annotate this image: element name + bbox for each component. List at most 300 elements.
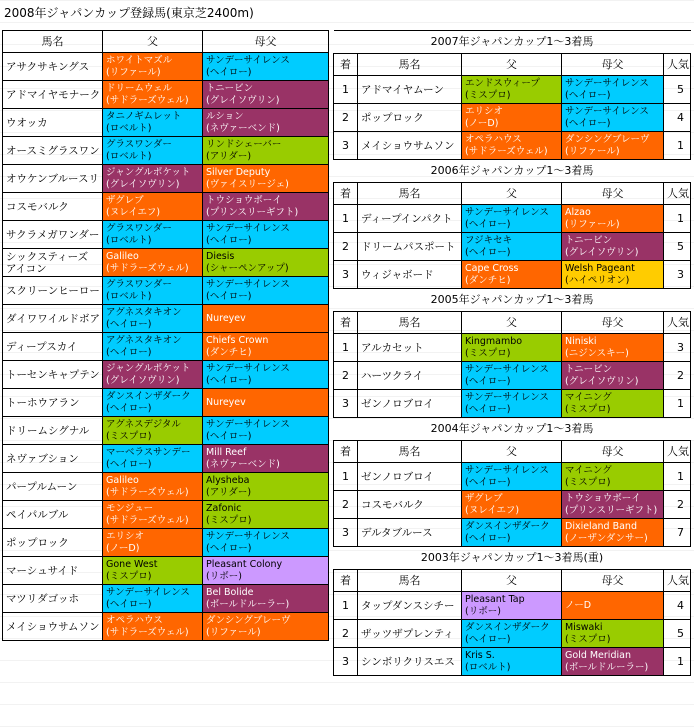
sire-cell-text: マーベラスサンデー <box>106 446 191 458</box>
header-damsire <box>562 54 664 76</box>
header-name <box>358 570 462 592</box>
sire-cell-text: (リファール) <box>106 66 161 78</box>
horse-name-text: スクリーンヒーロー <box>6 284 100 297</box>
popularity-cell <box>664 205 691 233</box>
header-damsire-text: 母父 <box>601 315 624 329</box>
header-damsire <box>562 441 664 463</box>
sire-cell <box>462 519 562 547</box>
damsire-cell-text: Pleasant Colony <box>206 558 283 570</box>
table-row <box>3 109 329 137</box>
sire-cell <box>103 249 203 277</box>
rank-cell-text: 3 <box>342 138 349 152</box>
horse-name-text: ポップロック <box>361 111 424 124</box>
damsire-cell-text: (ヘイロー) <box>206 542 252 554</box>
sire-cell-text: (ロベルト) <box>106 290 152 302</box>
sire-cell-text: エンドスウィープ <box>465 77 540 89</box>
horse-name <box>3 249 103 277</box>
section-title-text: 2003年ジャパンカップ1〜3着馬(重) <box>420 551 604 564</box>
sire-cell <box>462 132 562 160</box>
sire-cell <box>103 109 203 137</box>
header-sire-text: 父 <box>506 57 517 71</box>
damsire-cell <box>203 277 329 305</box>
table-row <box>3 389 329 417</box>
horse-name <box>3 557 103 585</box>
sire-cell-text: (ヘイロー) <box>465 403 511 415</box>
header-sire-text: 父 <box>506 186 517 200</box>
damsire-cell <box>203 529 329 557</box>
rank-cell-text: 3 <box>342 525 349 539</box>
damsire-cell-text: ダンシングブレーヴ <box>206 614 291 626</box>
table-row <box>3 361 329 389</box>
rank-cell-text: 2 <box>342 368 349 382</box>
damsire-cell-text: (グレイソヴリン) <box>565 375 639 387</box>
horse-name-text: タップダンスシチー <box>361 599 455 612</box>
popularity-cell-text: 4 <box>677 110 684 124</box>
horse-name <box>3 361 103 389</box>
damsire-cell <box>203 81 329 109</box>
header-rank <box>334 183 358 205</box>
header-sire <box>462 54 562 76</box>
popularity-cell-text: 3 <box>677 340 684 354</box>
horse-name-text: オウケンブルースリ <box>6 172 100 185</box>
horse-name-text: シックスティーズ <box>6 250 89 263</box>
popularity-cell-text: 4 <box>677 598 684 612</box>
popularity-cell-text: 2 <box>677 497 684 511</box>
damsire-cell-text: (ボールドルーラー) <box>206 598 290 610</box>
header-popularity <box>664 54 691 76</box>
rank-cell <box>334 390 358 418</box>
damsire-cell-text: トウショウボーイ <box>206 194 282 206</box>
horse-name-text: ザッツザプレンティ <box>361 627 454 640</box>
popularity-cell <box>664 390 691 418</box>
header-name-text: 馬名 <box>398 444 421 458</box>
sire-cell-text: (ヘイロー) <box>106 458 152 470</box>
popularity-cell <box>664 648 691 676</box>
sire-cell-text: サンデーサイレンス <box>465 391 549 403</box>
rank-cell-text: 3 <box>342 396 349 410</box>
horse-name <box>358 463 462 491</box>
horse-name <box>3 585 103 613</box>
damsire-cell-text: (ヘイロー) <box>206 234 252 246</box>
horse-name-text: ネヴァブション <box>6 452 79 465</box>
header-popularity-text: 人気 <box>667 573 689 587</box>
sire-cell-text: アグネスタキオン <box>106 306 182 318</box>
sire-cell <box>462 233 562 261</box>
damsire-cell-text: マイニング <box>565 391 612 403</box>
horse-name-text: コスモバルク <box>361 498 424 511</box>
header-damsire <box>562 570 664 592</box>
damsire-cell <box>203 361 329 389</box>
damsire-cell-text: (ネヴァーベンド) <box>206 122 280 134</box>
sire-cell <box>462 104 562 132</box>
popularity-cell-text: 1 <box>677 396 684 410</box>
sire-cell-text: サンデーサイレンス <box>465 206 549 218</box>
popularity-cell <box>664 592 691 620</box>
damsire-cell-text: ルション <box>206 110 244 122</box>
sire-cell-text: ダンスインザダーク <box>106 390 191 402</box>
header-sire <box>103 31 203 53</box>
header-row <box>334 54 691 76</box>
horse-name <box>3 333 103 361</box>
damsire-cell-text: (ヘイロー) <box>206 430 252 442</box>
header-row <box>334 312 691 334</box>
damsire-cell <box>562 104 664 132</box>
sire-cell-text: (ミスプロ) <box>465 89 511 101</box>
horse-name <box>3 389 103 417</box>
damsire-cell-text: トウショウボーイ <box>565 492 641 504</box>
rank-cell-text: 2 <box>342 497 349 511</box>
table-row <box>334 132 691 160</box>
rank-cell-text: 3 <box>342 267 349 281</box>
damsire-cell-text: Niniski <box>565 335 597 347</box>
header-name <box>358 312 462 334</box>
header-popularity-text: 人気 <box>667 186 689 200</box>
damsire-cell-text: Mill Reef <box>206 446 247 458</box>
damsire-cell-text: (ミスプロ) <box>565 633 611 645</box>
damsire-cell-text: (プリンスリーギフト) <box>565 504 658 516</box>
header-damsire <box>562 312 664 334</box>
table-row <box>3 221 329 249</box>
header-name <box>358 54 462 76</box>
damsire-cell-text: (ニジンスキー) <box>565 347 629 359</box>
header-sire <box>462 183 562 205</box>
table-row <box>3 613 329 641</box>
sire-cell <box>103 333 203 361</box>
sire-cell <box>103 277 203 305</box>
sire-cell <box>462 491 562 519</box>
sire-cell <box>103 53 203 81</box>
damsire-cell-text: (リファール) <box>565 145 620 157</box>
header-name <box>358 183 462 205</box>
sire-cell-text: ホワイトマズル <box>106 54 173 66</box>
rank-cell <box>334 519 358 547</box>
sire-cell-text: フジキセキ <box>465 234 513 246</box>
section-title-row <box>334 547 691 570</box>
sire-cell-text: (ヘイロー) <box>465 246 511 258</box>
table-row <box>3 333 329 361</box>
damsire-cell-text: Welsh Pageant <box>565 262 635 274</box>
damsire-cell <box>562 519 664 547</box>
sire-cell-text: (ヘイロー) <box>465 375 511 387</box>
header-rank <box>334 570 358 592</box>
rank-cell-text: 2 <box>342 110 349 124</box>
damsire-cell <box>562 76 664 104</box>
sire-cell-text: Pleasant Tap <box>465 593 525 605</box>
damsire-cell-text: ダンシングブレーヴ <box>565 133 650 145</box>
table-row <box>334 648 691 676</box>
sire-cell <box>103 305 203 333</box>
horse-name-text: ポップロック <box>6 536 69 549</box>
header-rank-text: 着 <box>340 186 351 200</box>
popularity-cell <box>664 491 691 519</box>
horse-name-text: ドリームシグナル <box>6 424 90 437</box>
sire-cell-text: エリシオ <box>106 530 145 542</box>
damsire-cell <box>203 445 329 473</box>
table-row <box>3 249 329 277</box>
sire-cell-text: (ヘイロー) <box>106 318 152 330</box>
damsire-cell-text: サンデーサイレンス <box>206 418 290 430</box>
rank-cell <box>334 648 358 676</box>
table-row <box>3 417 329 445</box>
horse-name-text: ディープスカイ <box>6 340 78 353</box>
horse-name-text: メイショウサムソン <box>6 620 100 633</box>
header-rank-text: 着 <box>340 444 351 458</box>
sire-cell <box>103 557 203 585</box>
table-row <box>3 501 329 529</box>
sire-cell-text: (サドラーズウェル) <box>106 514 189 526</box>
sire-cell <box>103 613 203 641</box>
popularity-cell-text: 1 <box>677 469 684 483</box>
damsire-cell-text: サンデーサイレンス <box>565 105 649 117</box>
horse-name <box>358 76 462 104</box>
header-damsire <box>562 183 664 205</box>
horse-name-text: マーシュサイド <box>6 564 79 577</box>
sire-cell-text: ドリームウェル <box>106 82 173 94</box>
header-row <box>334 183 691 205</box>
sire-cell-text: (ヘイロー) <box>106 402 152 414</box>
sire-cell <box>103 165 203 193</box>
popularity-cell <box>664 620 691 648</box>
horse-name <box>358 104 462 132</box>
sire-cell-text: ダンスインザダーク <box>465 520 550 532</box>
sire-cell <box>462 592 562 620</box>
damsire-cell-text: (ダンチヒ) <box>206 346 252 358</box>
horse-name-text: ウィジャボード <box>361 268 434 281</box>
header-row <box>334 441 691 463</box>
header-damsire <box>203 31 329 53</box>
damsire-cell <box>203 417 329 445</box>
sire-cell-text: (ノーD) <box>465 117 499 129</box>
table-row <box>3 277 329 305</box>
sire-cell <box>462 620 562 648</box>
damsire-cell-text: Alzao <box>565 206 591 218</box>
damsire-cell-text: サンデーサイレンス <box>206 362 290 374</box>
rank-cell <box>334 205 358 233</box>
horse-name <box>3 221 103 249</box>
damsire-cell-text: (ボールドルーラー) <box>565 661 649 673</box>
horse-name <box>3 277 103 305</box>
damsire-cell-text: Silver Deputy <box>206 166 271 178</box>
damsire-cell-text: Zafonic <box>206 502 242 514</box>
sire-cell <box>103 473 203 501</box>
horse-name-text: コスモバルク <box>6 200 69 213</box>
damsire-cell <box>203 333 329 361</box>
damsire-cell-text: (ヘイロー) <box>565 89 611 101</box>
horse-name-text: ディープインパクト <box>361 212 453 225</box>
sire-cell-text: Kingmambo <box>465 335 523 347</box>
horse-name-text: トーホウアラン <box>6 396 80 409</box>
popularity-cell <box>664 362 691 390</box>
header-name-text: 馬名 <box>398 315 421 329</box>
rank-cell-text: 1 <box>342 82 349 96</box>
sire-cell <box>103 137 203 165</box>
table-row <box>334 491 691 519</box>
header-sire-text: 父 <box>506 573 517 587</box>
table-row <box>3 81 329 109</box>
header-popularity <box>664 312 691 334</box>
sire-cell-text: (ヘイロー) <box>465 218 511 230</box>
damsire-cell <box>562 334 664 362</box>
sire-cell <box>462 463 562 491</box>
table-row <box>3 445 329 473</box>
damsire-cell <box>562 205 664 233</box>
horse-name <box>3 473 103 501</box>
section-title-row <box>334 160 691 183</box>
damsire-cell-text: (アリダー) <box>206 486 252 498</box>
horse-name-text: ゼンノロブロイ <box>361 397 434 410</box>
header-rank <box>334 54 358 76</box>
damsire-cell <box>562 491 664 519</box>
damsire-cell-text: (リファール) <box>565 218 620 230</box>
damsire-cell <box>203 193 329 221</box>
damsire-cell-text: サンデーサイレンス <box>206 222 290 234</box>
damsire-cell-text: リンドシェーバー <box>206 138 282 150</box>
header-name-text: 馬名 <box>398 573 421 587</box>
sire-cell-text: (ヌレイエフ) <box>465 504 520 516</box>
horse-name <box>358 334 462 362</box>
damsire-cell <box>203 585 329 613</box>
damsire-cell-text: (ノーザンダンサー) <box>565 532 648 544</box>
damsire-cell-text: ノーD <box>565 599 592 611</box>
damsire-cell-text: マイニング <box>565 464 612 476</box>
table-row <box>3 585 329 613</box>
rank-cell <box>334 334 358 362</box>
table-row <box>3 193 329 221</box>
rank-cell-text: 1 <box>342 211 349 225</box>
rank-cell <box>334 233 358 261</box>
header-damsire-text: 母父 <box>254 34 277 48</box>
table-row <box>3 137 329 165</box>
sire-cell-text: (グレイソヴリン) <box>106 374 180 386</box>
sire-cell <box>103 445 203 473</box>
table-row <box>3 53 329 81</box>
damsire-cell-text: Dixieland Band <box>565 520 637 532</box>
rank-cell <box>334 463 358 491</box>
rank-cell <box>334 76 358 104</box>
header-popularity-text: 人気 <box>667 444 689 458</box>
horse-name <box>358 233 462 261</box>
damsire-cell <box>203 305 329 333</box>
section-title-row <box>334 31 691 54</box>
sire-cell-text: サンデーサイレンス <box>465 464 549 476</box>
sire-cell-text: サンデーサイレンス <box>465 363 549 375</box>
damsire-cell <box>203 109 329 137</box>
rank-cell-text: 1 <box>342 340 349 354</box>
horse-name-text: ウオッカ <box>6 116 48 129</box>
header-rank <box>334 312 358 334</box>
horse-name <box>3 109 103 137</box>
damsire-cell-text: Nureyev <box>206 312 246 324</box>
horse-name <box>358 491 462 519</box>
horse-name <box>358 648 462 676</box>
horse-name-text: アサクサキングス <box>6 60 90 73</box>
damsire-cell-text: (グレイソヴリン) <box>206 94 280 106</box>
rank-cell <box>334 592 358 620</box>
sire-cell-text: サンデーサイレンス <box>106 586 190 598</box>
header-rank <box>334 441 358 463</box>
horse-name-text: オースミグラスワン <box>6 144 100 157</box>
damsire-cell-text: サンデーサイレンス <box>206 278 290 290</box>
damsire-cell <box>203 53 329 81</box>
sire-cell-text: (ノーD) <box>106 542 140 554</box>
popularity-cell <box>664 233 691 261</box>
sire-cell <box>462 390 562 418</box>
popularity-cell-text: 5 <box>677 239 684 253</box>
table-row <box>334 261 691 289</box>
sire-cell <box>462 261 562 289</box>
sire-cell-text: (ロベルト) <box>465 661 511 673</box>
damsire-cell <box>562 132 664 160</box>
table-row <box>334 519 691 547</box>
sire-cell-text: ザグレブ <box>465 492 503 504</box>
sire-cell <box>103 417 203 445</box>
sire-cell <box>103 361 203 389</box>
damsire-cell-text: (ネヴァーベンド) <box>206 458 280 470</box>
damsire-cell-text: (ハイペリオン) <box>565 274 630 286</box>
sire-cell-text: (サドラーズウェル) <box>106 94 189 106</box>
sire-cell-text: アグネスタキオン <box>106 334 182 346</box>
sire-cell-text: (リボー) <box>465 605 501 617</box>
section-title-row <box>334 289 691 312</box>
table-row <box>3 557 329 585</box>
damsire-cell-text: (ヘイロー) <box>206 290 252 302</box>
sire-cell <box>462 76 562 104</box>
sire-cell-text: (ヘイロー) <box>106 346 152 358</box>
popularity-cell <box>664 261 691 289</box>
section-title <box>334 160 691 183</box>
sire-cell-text: (サドラーズウェル) <box>106 262 189 274</box>
horse-name <box>3 81 103 109</box>
damsire-cell-text: トニービン <box>565 363 613 375</box>
header-popularity <box>664 183 691 205</box>
damsire-cell <box>203 473 329 501</box>
section-title <box>334 418 691 441</box>
damsire-cell-text: (ヘイロー) <box>206 374 252 386</box>
table-row <box>3 529 329 557</box>
horse-name <box>3 529 103 557</box>
popularity-cell-text: 7 <box>677 525 684 539</box>
popularity-cell-text: 1 <box>677 211 684 225</box>
sire-cell <box>103 193 203 221</box>
section-title <box>334 31 691 54</box>
horse-name <box>358 519 462 547</box>
horse-name <box>3 305 103 333</box>
sire-cell <box>462 205 562 233</box>
sire-cell-text: タニノギムレット <box>106 110 182 122</box>
table-row <box>334 334 691 362</box>
sire-cell-text: (ヌレイエフ) <box>106 206 161 218</box>
popularity-cell <box>664 519 691 547</box>
damsire-cell <box>562 362 664 390</box>
horse-name <box>3 53 103 81</box>
popularity-cell-text: 5 <box>677 82 684 96</box>
section-title-row <box>334 418 691 441</box>
damsire-cell-text: (リファール) <box>206 626 261 638</box>
damsire-cell-text: Alysheba <box>206 474 250 486</box>
header-damsire-text: 母父 <box>601 444 624 458</box>
table-row <box>334 620 691 648</box>
popularity-cell-text: 1 <box>677 138 684 152</box>
header-sire <box>462 441 562 463</box>
damsire-cell <box>562 390 664 418</box>
table-row <box>3 473 329 501</box>
header-sire-text: 父 <box>506 315 517 329</box>
rank-cell <box>334 362 358 390</box>
sire-cell-text: (サドラーズウェル) <box>106 486 189 498</box>
rank-cell <box>334 491 358 519</box>
damsire-cell-text: Nureyev <box>206 396 246 408</box>
header-popularity <box>664 570 691 592</box>
